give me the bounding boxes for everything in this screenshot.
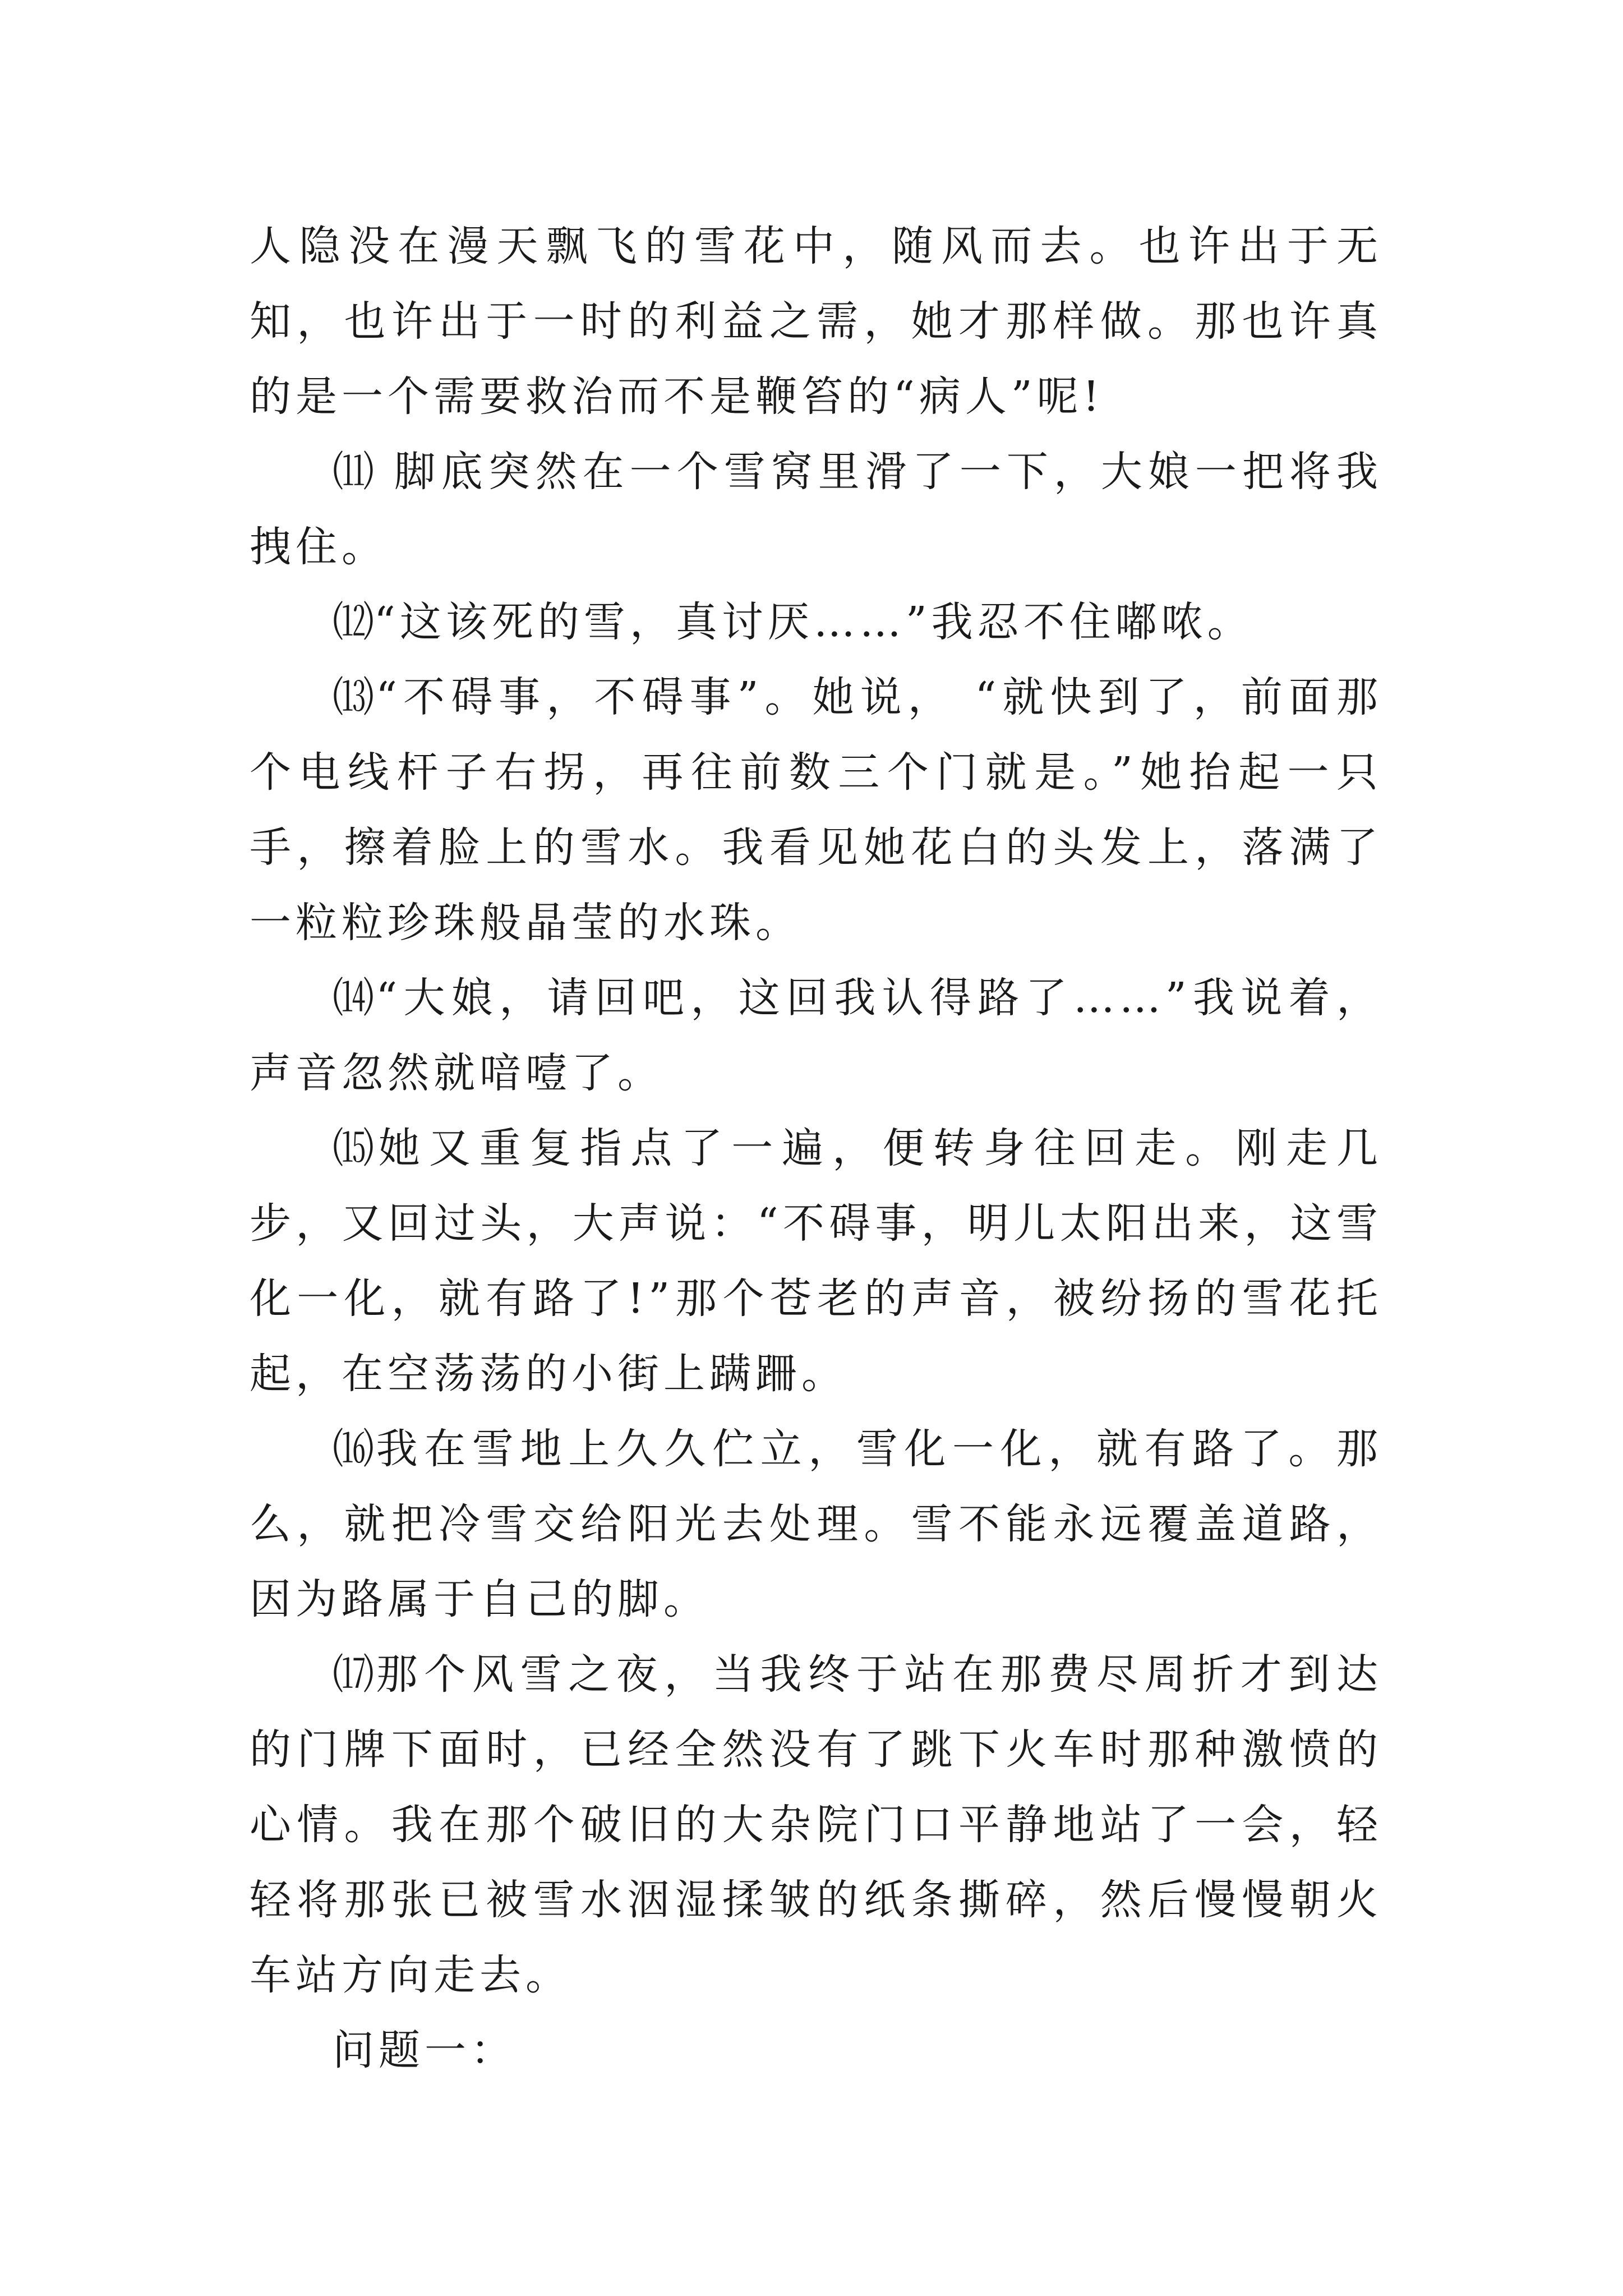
paragraph-number: ⒄ <box>333 1650 376 1699</box>
paragraph-text: 脚底突然在一个雪窝里滑了一下，大娘一把将我拽住。 <box>250 448 1382 571</box>
paragraph-15 <box>250 1111 1382 1411</box>
question-heading <box>250 2013 1382 2088</box>
paragraph-number: ⒀ <box>333 673 376 721</box>
paragraph-continuation <box>250 209 1382 434</box>
paragraph-number: ⒂ <box>333 1124 379 1172</box>
paragraph-text: 那个风雪之夜，当我终于站在那费尽周折才到达的门牌下面时，已经全然没有了跳下火车时那种激愤的心情。我在那个破旧的大杂院门口平静地站了一会，轻轻将那张已被雪水洇湿揉皱的纸条撕碎，然后慢慢朝火车站方向走去。 <box>250 1650 1383 1999</box>
paragraph-text: “大娘，请回吧，这回我认得路了……”我说着，声音忽然就喑噎了。 <box>250 974 1382 1097</box>
paragraph-17 <box>250 1637 1382 2013</box>
paragraph-text: 人隐没在漫天飘飞的雪花中，随风而去。也许出于无知，也许出于一时的利益之需，她才那样做。那也许真的是一个需要救治而不是鞭笞的“病人”呢! <box>250 222 1382 421</box>
paragraph-number: ⒃ <box>333 1425 376 1473</box>
paragraph-14 <box>250 960 1382 1111</box>
paragraph-number: ⒁ <box>333 974 376 1022</box>
paragraph-16 <box>250 1411 1382 1637</box>
paragraph-text: “不碍事，不碍事”。她说， “就快到了，前面那个电线杆子右拐，再往前数三个门就是。”她抬起一只手，擦着脸上的雪水。我看见她花白的头发上，落满了一粒粒珍珠般晶莹的水珠。 <box>250 673 1383 947</box>
paragraph-text: 我在雪地上久久伫立，雪化一化，就有路了。那么，就把冷雪交给阳光去处理。雪不能永远覆盖道路，因为路属于自己的脚。 <box>250 1425 1383 1623</box>
paragraph-13 <box>250 660 1382 960</box>
paragraph-number: ⑿ <box>333 598 374 646</box>
paragraph-text: 她又重复指点了一遍，便转身往回走。刚走几步，又回过头，大声说：“不碍事，明儿太阳出来，这雪化一化，就有路了!”那个苍老的声音，被纷扬的雪花托起，在空荡荡的小街上蹒跚。 <box>250 1124 1383 1398</box>
paragraph-11 <box>250 434 1382 585</box>
question-label: 问题一： <box>333 2026 517 2074</box>
paragraph-number: ⑾ <box>333 448 376 496</box>
paragraph-12 <box>250 585 1382 660</box>
article-body <box>250 209 1382 2088</box>
paragraph-text: “这该死的雪，真讨厌……”我忍不住嘟哝。 <box>374 598 1253 646</box>
